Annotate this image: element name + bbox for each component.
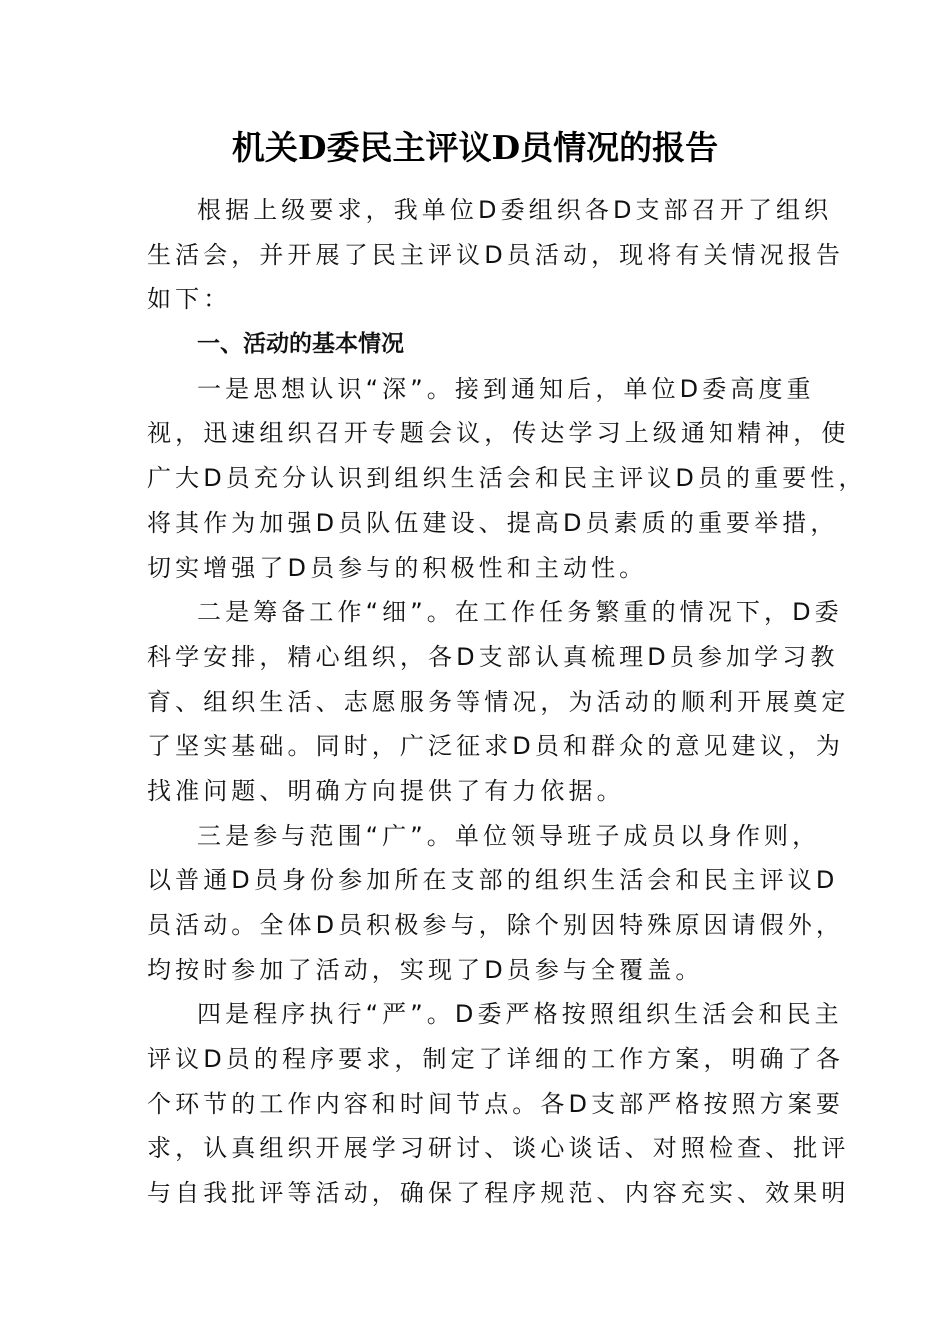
text-line: 三是参与范围“广”。单位领导班子成员以身作则， (197, 821, 821, 850)
text-line: 以普通D员身份参加所在支部的组织生活会和民主评议D (147, 866, 839, 895)
text-line: 二是筹备工作“细”。在工作任务繁重的情况下，D委 (197, 598, 843, 627)
paragraph-point-3 (147, 814, 844, 993)
text-line: 评议D员的程序要求，制定了详细的工作方案，明确了各 (147, 1045, 844, 1074)
paragraph-intro (147, 188, 844, 322)
text-line: 一是思想认识“深”。接到通知后，单位D委高度重 (197, 374, 815, 403)
text-line: 个环节的工作内容和时间节点。各D支部严格按照方案要 (147, 1089, 844, 1118)
text-line: 员活动。全体D员积极参与，除个别因特殊原因请假外， (147, 911, 844, 939)
text-line: 四是程序执行“严”。D委严格按照组织生活会和民主 (197, 1000, 843, 1029)
text-line: 广大D员充分认识到组织生活会和民主评议D员的重要性， (147, 464, 867, 493)
text-line: 根据上级要求，我单位D委组织各D支部召开了组织 (197, 196, 833, 224)
paragraph-point-1 (147, 367, 867, 590)
paragraph-point-2 (147, 590, 850, 813)
section-heading (147, 322, 827, 367)
text-line: 了坚实基础。同时，广泛征求D员和群众的意见建议，为 (147, 732, 844, 761)
text-line: 与自我批评等活动，确保了程序规范、内容充实、效果明 (147, 1179, 850, 1208)
section-heading-text: 一、活动的基本情况 (197, 331, 404, 358)
text-line: 视，迅速组织召开专题会议，传达学习上级通知精神，使 (147, 419, 850, 448)
text-line: 切实增强了D员参与的积极性和主动性。 (147, 553, 648, 582)
document-title: 机关D委民主评议D员情况的报告 (231, 128, 719, 167)
document-body (147, 188, 867, 1216)
text-line: 求，认真组织开展学习研讨、谈心谈话、对照检查、批评 (147, 1134, 850, 1163)
text-line: 将其作为加强D员队伍建设、提高D员素质的重要举措， (147, 508, 839, 537)
text-line: 科学安排，精心组织，各D支部认真梳理D员参加学习教 (147, 642, 839, 671)
text-line: 育、组织生活、志愿服务等情况，为活动的顺利开展奠定 (147, 687, 850, 716)
text-line: 均按时参加了活动，实现了D员参与全覆盖。 (147, 955, 704, 984)
text-line: 找准问题、明确方向提供了有力依据。 (147, 776, 625, 805)
paragraph-point-4 (147, 992, 850, 1215)
text-line: 如下： (147, 285, 232, 314)
text-line: 生活会，并开展了民主评议D员活动，现将有关情况报告 (147, 240, 844, 269)
